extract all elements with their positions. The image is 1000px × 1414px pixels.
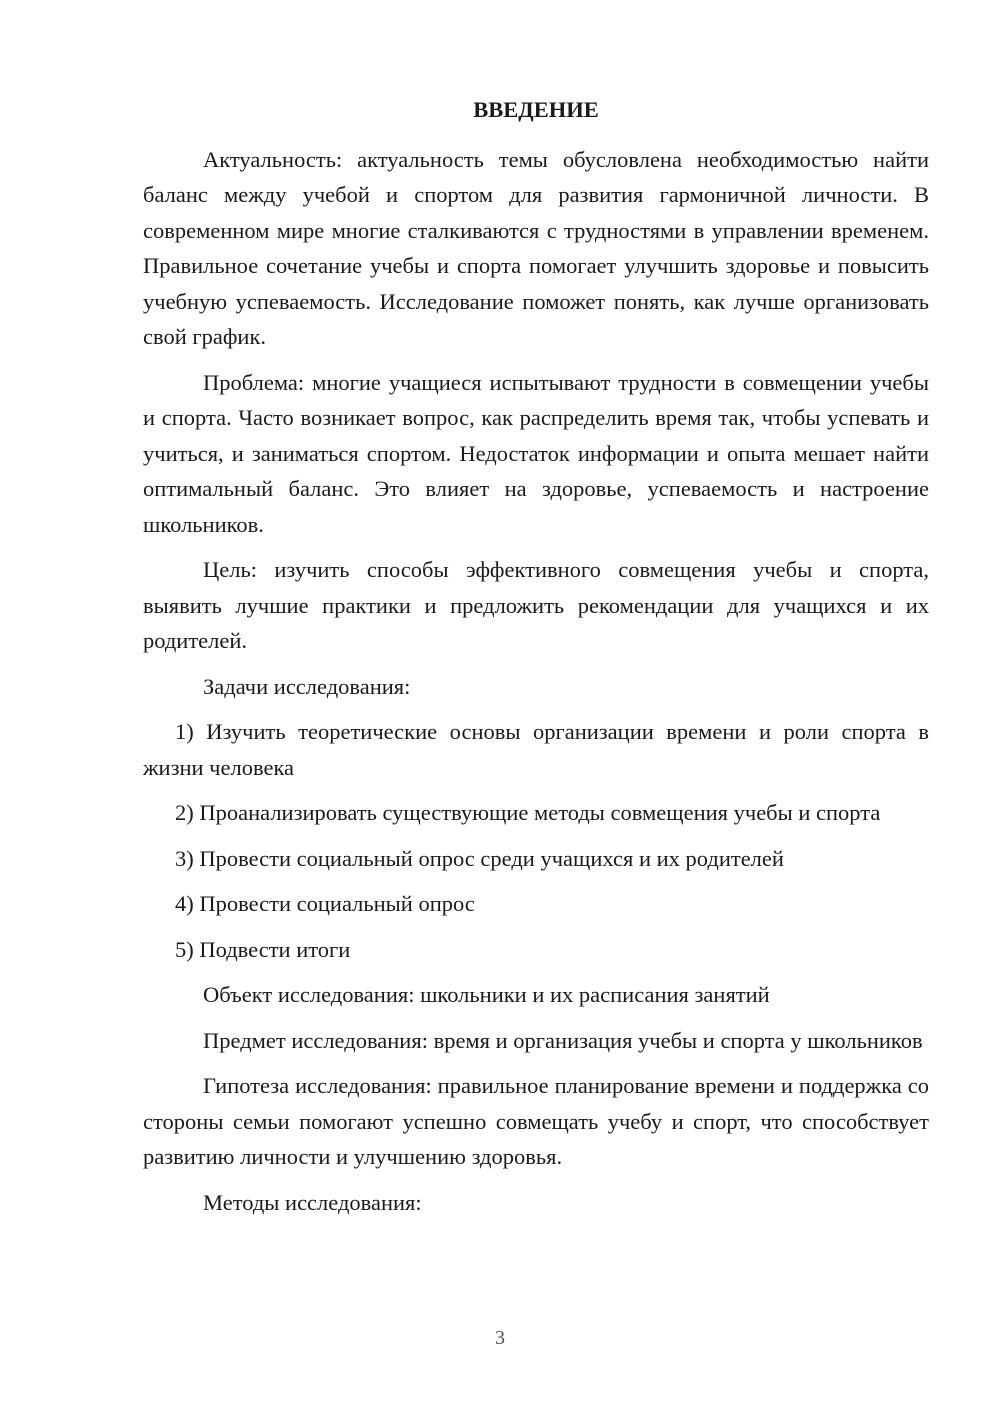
task-item-2: 2) Проанализировать существующие методы совмещения учебы и спорта: [175, 800, 881, 825]
page-number: 3: [495, 1327, 505, 1349]
methods-heading: Методы исследования:: [203, 1189, 422, 1215]
task-item-3: 3) Провести социальный опрос среди учащихся и их родителей: [175, 845, 784, 871]
page-content: [143, 92, 929, 1230]
task-item-4: 4) Провести социальный опрос: [175, 891, 475, 916]
tasks-heading: Задачи исследования:: [203, 673, 411, 699]
subject-paragraph: Предмет исследования: время и организация учебы и спорта у школьников: [203, 1027, 923, 1053]
page-title: ВВЕДЕНИЕ: [473, 97, 599, 122]
object-paragraph: Объект исследования: школьники и их расписания занятий: [203, 982, 770, 1007]
relevance-paragraph: Актуальность: актуальность темы обусловлена необходимостью найти баланс между учебой и спортом для развития гармоничной личности. В современном мире многие сталкиваются с трудностями в управлении временем. Правильное сочетание учебы и спорта помогает улучшить здоровье и повысить учебную успеваемость. Исследование поможет понять, как лучше организовать свой график.: [143, 146, 929, 349]
hypothesis-paragraph: Гипотеза исследования: правильное планирование времени и поддержка со стороны семьи помогают успешно совмещать учебу и спорт, что способствует развитию личности и улучшению здоровья.: [143, 1073, 929, 1169]
goal-paragraph: Цель: изучить способы эффективного совмещения учебы и спорта, выявить лучшие практики и предложить рекомендации для учащихся и их родителей.: [143, 557, 929, 653]
problem-paragraph: Проблема: многие учащиеся испытывают трудности в совмещении учебы и спорта. Часто возникает вопрос, как распределить время так, чтобы успевать и учиться, и заниматься спортом. Недостаток информации и опыта мешает найти оптимальный баланс. Это влияет на здоровье, успеваемость и настроение школьников.: [143, 369, 929, 537]
task-item-1: 1) Изучить теоретические основы организации времени и роли спорта в жизни человека: [143, 719, 929, 780]
task-item-5: 5) Подвести итоги: [175, 936, 351, 962]
